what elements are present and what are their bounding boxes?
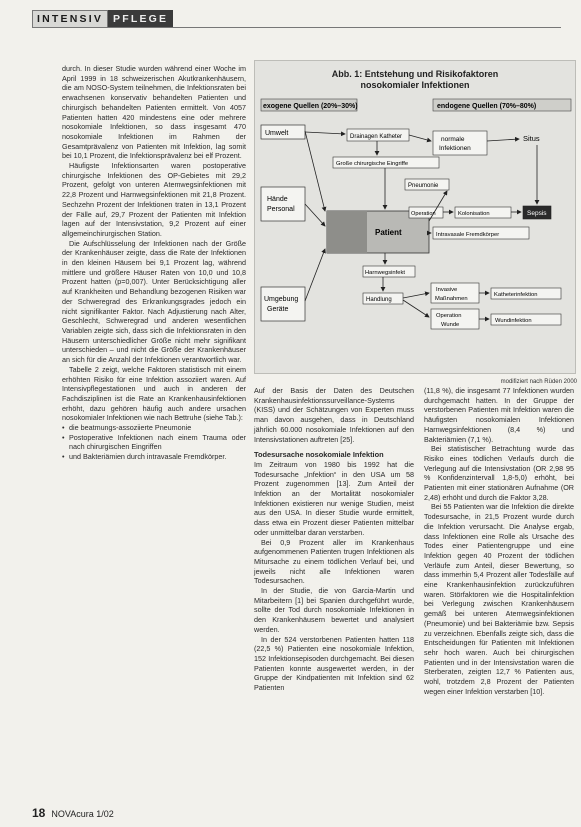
list-item: • die beatmungs-assoziierte Pneumonie [62, 423, 246, 433]
endogen-label: endogene Quellen (70%–80%) [437, 103, 537, 110]
journal-name: NOVAcura 1/02 [51, 809, 114, 819]
node-wundinfekt: Wundinfektion [495, 318, 532, 324]
text-column-2 [254, 386, 414, 693]
exogen-label: exogene Quellen (20%–30%) [263, 103, 358, 110]
node-verweil: Handlung [366, 297, 392, 303]
figure-source: modifiziert nach Rüden 2000 [500, 379, 577, 385]
node-fremd: Operation [411, 211, 436, 217]
node-umgebung: Umgebung [264, 296, 299, 303]
figure-title-line-2: nosokomialer Infektionen [360, 80, 470, 90]
figure-title-line-1: Abb. 1: Entstehung und Risikofaktoren [331, 69, 499, 79]
svg-text:Geräte: Geräte [267, 306, 289, 313]
paragraph: Auf der Basis der Daten des Deutschen Krankenhausinfektionssurveillance-Systems (KISS) und der Schätzungen von Experten muss man davon ausgehen, dass in Deutschland jährlich 60.000 nosokomiale Infektionen auf den Intensivstationen auftreten [25]. [254, 386, 414, 444]
paragraph: Tabelle 2 zeigt, welche Faktoren statistisch mit einem erhöhten Risiko für eine Infektion assoziiert waren. Auf Intensivpflegestationen und auch in anderen der Fachdisziplinen ist die Rate an Krankenhausinfektionen erhöht, dazu gehören häufig auch andere ursachen nosokomialer Infektionen wie nach Bettruhe (siehe Tab.): [62, 364, 246, 423]
node-harnwegsinfekt: Harnwegsinfekt [365, 270, 405, 276]
node-katheter: Katheterinfektion [494, 292, 538, 298]
node-invasive: Invasive [436, 287, 458, 293]
text-column-1 [62, 64, 246, 462]
node-drainage: Drainagen Katheter [350, 134, 403, 140]
page-number: 18 [32, 806, 46, 820]
paragraph: Bei 55 Patienten war die Infektion die direkte Todesursache, in 21,5 Prozent wurde durch die Infektion verursacht. Die Analyse ergab, dass Infektionen eine Rolle als Ursache des Todes einer Patientengruppe und eine Infektion gegen 40 Prozent der tödlichen Verläufe zum Anteil, dieser Bewertung, so dass immerhin 5,4 Prozent aller Todesfälle auf eine Krankenhausinfektion zurückzuführen waren. Störfaktoren wie die Hospitalinfektion bei Verlegung zwischen Krankenhäusern gemäß bei unteren Atemwegsinfektionen (Pneumonie) und bei Bakteriämie bzw. Sepsis zu verzeichnen. Ebenfalls zeigte sich, dass die Entscheidungen für Patienten mit Infektionen sehr hoch waren. Auch bei chirurgischen Patienten und in der Intensivstation waren die Sterberaten, zeigten 12,7 % Patienten aus, wohl, trotzdem 2,8 Prozent der Patienten wegen einer Infektion verstarben [10]. [424, 502, 574, 696]
paragraph: Bei 0,9 Prozent aller im Krankenhaus aufgenommenen Patienten trugen Infektionen als Mitursache zu einem tödlichen Verlauf bei, und jeweils nicht alle Infektionen waren Todesursachen. [254, 537, 414, 586]
section-heading: Todesursache nosokomiale Infektion [254, 450, 384, 460]
diagram [255, 61, 577, 375]
paragraph: Häufigste Infektionsarten waren postoperative chirurgische Infektionen des OP-Gebietes mit 29,2 Prozent, gefolgt von unteren Atemwegsinfektionen mit 22,8 Prozent und Harnwegsinfektionen mit 21,8 Prozent. Sechzehn Prozent der Infektionen traten in 13,1 Prozent der Fälle auf, 29,7 Prozent der Patienten mit Infektion lagen auf der Intensivstation, 9,2 Prozent auf einer allgemeinchirurgischen Station. [62, 161, 246, 238]
paragraph: (11,8 %), die insgesamt 77 Infektionen wurden durchgemacht hatten. In der Gruppe der verstorbenen Patienten mit Infektion waren die häufigsten nosokomialen Infektionen Harnwegsinfektionen (8,4 %) und Bakteriämien (7,1 %). [424, 386, 574, 444]
paragraph: Im Zeitraum von 1980 bis 1992 hat die Todesursache „Infektion“ in den USA um 58 Prozent zugenommen [13]. Zum Anteil der Infektion an der Mortalität nosokomialer Infektionen existieren nur wenige Studien, meist aus den USA. In dieser Studie wurde ermittelt, dass etwa ein Prozent dieser Patienten mittelbar oder unmittelbar daran verstarben. [254, 459, 414, 537]
paragraph: Die Aufschlüsselung der Infektionen nach der Größe der Krankenhäuser zeigte, dass die Rate der Infektionen in den kleinen Häusern bei 9,1 Prozent lag, während mittlere und größere Häuser Raten von 10,0 und 10,8 Prozent hatten (p=0,007). Unter Berücksichtigung aller auf Krankheiten und Behandlung bezogenen Risiken war der Schweregrad des Erkrankungsgrades jedoch ein nicht signifikanter Faktor. Nach Adjustierung nach Alter, Geschlecht, Schweregrad und anderen wesentlichen Variablen zeigte sich, dass sich die Infektionsraten in den Häusern unterschiedlicher Größe nicht mehr signifikant unterschieden – und nicht die Größe der Krankenhäuser an sich für die Anzahl der Infektionen verantwortlich war. [62, 238, 246, 365]
node-situs: Situs [523, 134, 540, 143]
page-footer [32, 806, 114, 820]
svg-text:Maßnahmen: Maßnahmen [435, 296, 468, 302]
text-column-3 [424, 386, 574, 697]
node-haende: Hände [267, 196, 288, 203]
section-label-pflege: PFLEGE [108, 10, 173, 28]
svg-text:Personal: Personal [267, 206, 295, 213]
node-umwelt: Umwelt [265, 130, 289, 137]
paragraph: In der 524 verstorbenen Patienten hatten 118 (22,5 %) Patienten eine nosokomiale Infektion, 152 Infektionsepisoden durchgemacht. Bei diesen Patienten konnte ausgewertet werden, in der Gruppe der Kindpatienten mit Infektion sind 62 Patienten [254, 634, 414, 693]
svg-text:Wunde: Wunde [441, 322, 460, 328]
node-kolonisation: Kolonisation [458, 211, 490, 217]
section-label-intensiv: INTENSIV [32, 10, 108, 28]
header-rule [32, 27, 561, 28]
section-header [32, 10, 173, 28]
node-pneumonie: Pneumonie [408, 183, 439, 189]
svg-text:Infektionen: Infektionen [439, 145, 471, 152]
node-patient: Patient [375, 228, 402, 237]
node-operation: Operation [436, 313, 462, 319]
list-item: • und Bakteriämien durch intravasale Fremdkörper. [62, 452, 246, 462]
bullet-list [62, 423, 246, 462]
paragraph: Bei statistischer Betrachtung wurde das Risiko eines tödlichen Verlaufs durch die Verlegung auf die Intensivstation (OR 2,98 95 % Konfidenzintervall 1,8-5,0) erhöht, bei Patienten mit einer stationären Aufnahme (OR 2,48) erhöht und durch die Faktor 3,28. [424, 444, 574, 502]
list-item: • Postoperative Infektionen nach einem Trauma oder nach chirurgischen Eingriffen [62, 433, 246, 452]
node-normale: normale [441, 136, 465, 143]
figure-risk-factors [254, 60, 576, 374]
paragraph: In der Studie, die von Garcia-Martin und Mitarbeitern [1] bei Spanien durchgeführt wurde, sollte der Tod durch nosokomiale Infektionen in den Krankenhäusern bewertet und analysiert werden. [254, 586, 414, 634]
node-intravasale: Intravasale Fremdkörper [436, 232, 500, 238]
paragraph: durch. In dieser Studie wurden während einer Woche im April 1999 in 18 schweizerischen Akutkrankenhäusern, die am NOSO-System teilnehmen, die Infektionsraten bei erwachsenen konservativ behandelten Patienten und chirurgisch behandelten Patienten ermittelt. Von 4057 Patienten hatten 420 mindestens eine oder mehrere nosokomiale Infektionen, so dass insgesamt 470 nosokomiale Infektionen im Rahmen der Gesamtprävalenz von Patienten mit Infektion, lag somit bei 10,1 Prozent, die Infektionsprävalenz bei elf Prozent. [62, 64, 246, 161]
node-grosse: Große chirurgische Eingriffe [336, 161, 409, 167]
node-sepsis: Sepsis [527, 210, 547, 217]
